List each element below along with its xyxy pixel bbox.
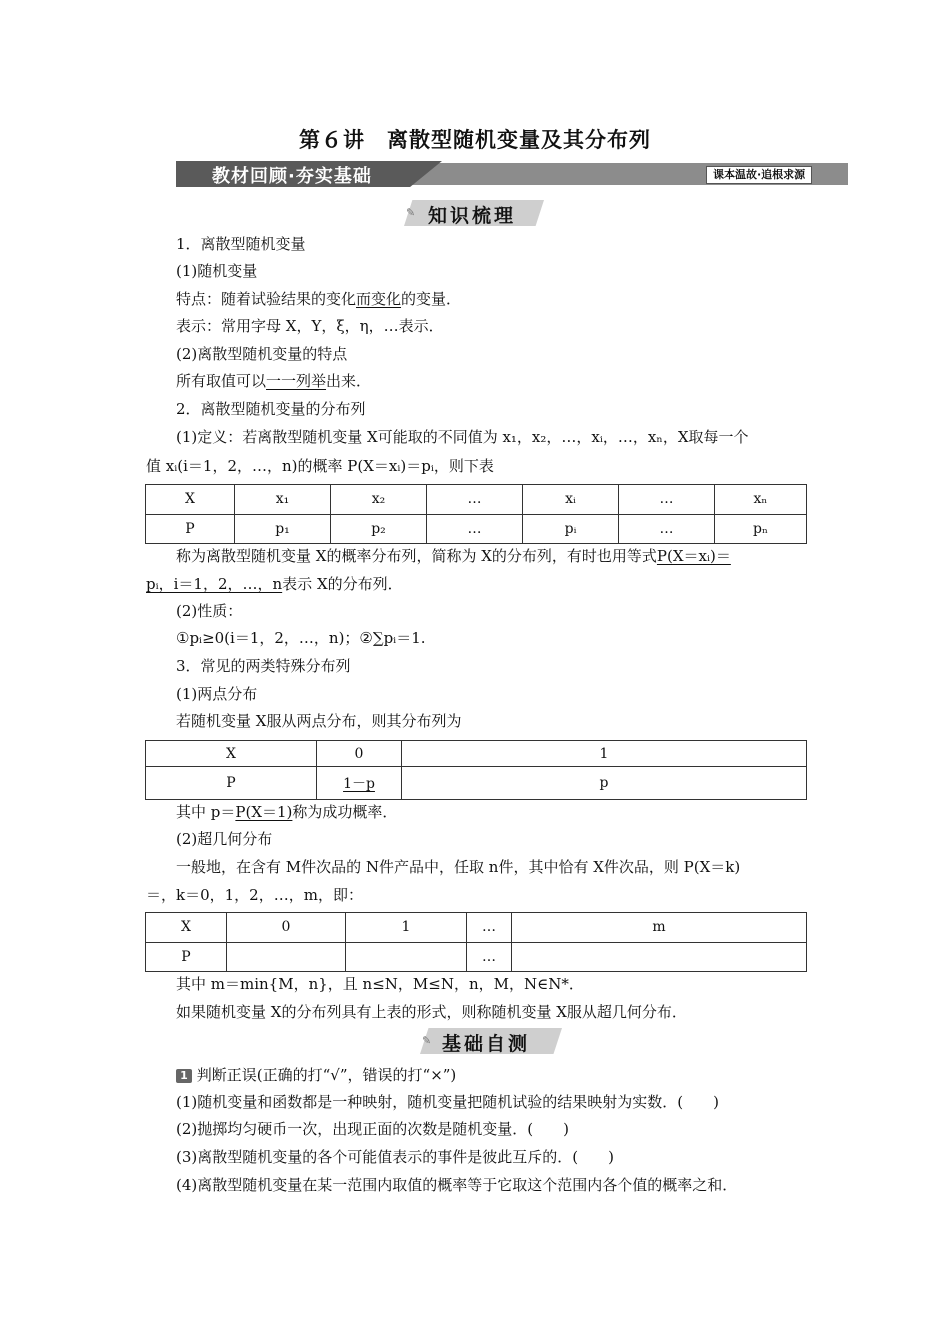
feature-blank: 而变化 (356, 290, 402, 308)
table-cell: … (619, 514, 715, 544)
called-a: 称为离散型随机变量 X的概率分布列，简称为 X的分布列，有时也用等式 (176, 547, 657, 565)
question-item-4: (4)离散型随机变量在某一范围内取值的概率等于它取这个范围内各个值的概率之和． (176, 1176, 738, 1194)
called-b: 表示 X的分布列． (282, 575, 403, 593)
table-cell: X (146, 741, 317, 767)
table-cell: xₙ (715, 485, 807, 515)
definition-line-1: (1)定义：若离散型随机变量 X可能取的不同值为 x₁，x₂，…，xᵢ，…，xₙ，X取每一个 (176, 428, 749, 446)
table-cell: 1 (346, 913, 467, 943)
success-blank: P(X＝1) (235, 803, 293, 821)
table-cell: 0 (317, 741, 402, 767)
table-cell: 1－p (317, 767, 402, 800)
representation-text: 表示：常用字母 X，Y，ξ，η，…表示． (176, 317, 444, 335)
where-text: 其中 m＝min{M，n}，且 n≤N，M≤N，n，M，N∈N*． (176, 975, 584, 993)
pen-icon: ✎ (406, 206, 416, 219)
feature-text-a: 特点：随着试验结果的变化 (176, 290, 357, 308)
two-point-text: 若随机变量 X服从两点分布，则其分布列为 (176, 712, 462, 730)
table-cell: pᵢ (523, 514, 619, 544)
heading-2: 2．离散型随机变量的分布列 (176, 400, 366, 418)
question-item-1: (1)随机变量和函数都是一种映射，随机变量把随机试验的结果映射为实数．( ) (176, 1093, 719, 1111)
feature-text-b: 的变量． (401, 290, 462, 308)
if-text: 如果随机变量 X的分布列具有上表的形式，则称随机变量 X服从超几何分布． (176, 1003, 687, 1021)
question-number-badge: 1 (176, 1069, 192, 1083)
heading-3-1: (1)两点分布 (176, 685, 258, 703)
table-row (146, 485, 807, 515)
table-cell: m (512, 913, 807, 943)
question-intro (176, 1065, 456, 1085)
enumerable-b: 出来． (326, 372, 372, 390)
banner-left-text: 教材回顾·夯实基础 (212, 166, 372, 187)
distribution-table-general (145, 484, 807, 544)
question-intro-text: 判断正误(正确的打“√”，错误的打“×”) (196, 1066, 457, 1084)
heading-1-1: (1)随机变量 (176, 262, 258, 280)
heading-1-2: (2)离散型随机变量的特点 (176, 345, 348, 363)
definition-line-2: 值 xᵢ(i＝1，2，…，n)的概率 P(X＝xᵢ)＝pᵢ，则下表 (146, 457, 494, 475)
table-cell: p₁ (235, 514, 331, 544)
section-title-self-test: 基础自测 (442, 1033, 531, 1055)
table-cell: … (427, 485, 523, 515)
table-cell: X (146, 485, 235, 515)
table-cell: p (402, 767, 807, 800)
called-blank-2: pᵢ，i＝1，2，…，n (146, 575, 283, 593)
question-item-3: (3)离散型随机变量的各个可能值表示的事件是彼此互斥的．( ) (176, 1148, 614, 1166)
page-title: 第６讲 离散型随机变量及其分布列 (299, 128, 651, 152)
property-list: ①pᵢ≥0(i＝1，2，…，n)；②∑pᵢ＝1. (176, 629, 426, 647)
table-row (146, 767, 807, 800)
heading-3: 3．常见的两类特殊分布列 (176, 657, 351, 675)
feature-text (176, 289, 461, 309)
table-cell: pₙ (715, 514, 807, 544)
table-cell (227, 942, 346, 972)
table-cell: … (427, 514, 523, 544)
distribution-table-hypergeometric (145, 912, 807, 972)
table-cell: P (146, 767, 317, 800)
enumerable-a: 所有取值可以 (176, 372, 267, 390)
table-row (146, 741, 807, 767)
called-line-2 (146, 574, 403, 594)
table-cell: X (146, 913, 227, 943)
hypergeometric-line-2: ＝，k＝0，1，2，…，m，即： (146, 886, 363, 904)
table-row (146, 913, 807, 943)
table-cell: 1 (402, 741, 807, 767)
table-cell (346, 942, 467, 972)
enumerable-blank: 一一列举 (266, 372, 327, 390)
table-cell: xᵢ (523, 485, 619, 515)
table-cell: x₂ (331, 485, 427, 515)
table-cell: p₂ (331, 514, 427, 544)
table-cell (512, 942, 807, 972)
called-blank-1: P(X＝xᵢ)＝ (656, 547, 731, 565)
pen-icon: ✎ (422, 1034, 432, 1047)
table-cell: x₁ (235, 485, 331, 515)
table-cell: … (467, 942, 512, 972)
table-cell: P (146, 514, 235, 544)
table-row (146, 514, 807, 544)
hypergeometric-line-1: 一般地，在含有 M件次品的 N件产品中，任取 n件，其中恰有 X件次品，则 P(X＝k) (176, 858, 741, 876)
table-cell: … (467, 913, 512, 943)
property-heading: (2)性质： (176, 602, 243, 620)
question-item-2: (2)抛掷均匀硬币一次，出现正面的次数是随机变量．( ) (176, 1120, 569, 1138)
heading-3-2: (2)超几何分布 (176, 830, 273, 848)
success-a: 其中 p＝ (176, 803, 236, 821)
banner-right-label: 课本温故·追根求源 (706, 166, 812, 184)
enumerable-text (176, 371, 371, 391)
table-row (146, 942, 807, 972)
success-b: 称为成功概率． (292, 803, 398, 821)
table-cell: P (146, 942, 227, 972)
table-cell: … (619, 485, 715, 515)
table-cell: 0 (227, 913, 346, 943)
distribution-table-two-point (145, 740, 807, 800)
success-prob-text (176, 802, 397, 822)
called-line-1 (176, 546, 731, 566)
section-title-knowledge: 知识梳理 (428, 205, 517, 227)
heading-1: 1．离散型随机变量 (176, 235, 306, 253)
